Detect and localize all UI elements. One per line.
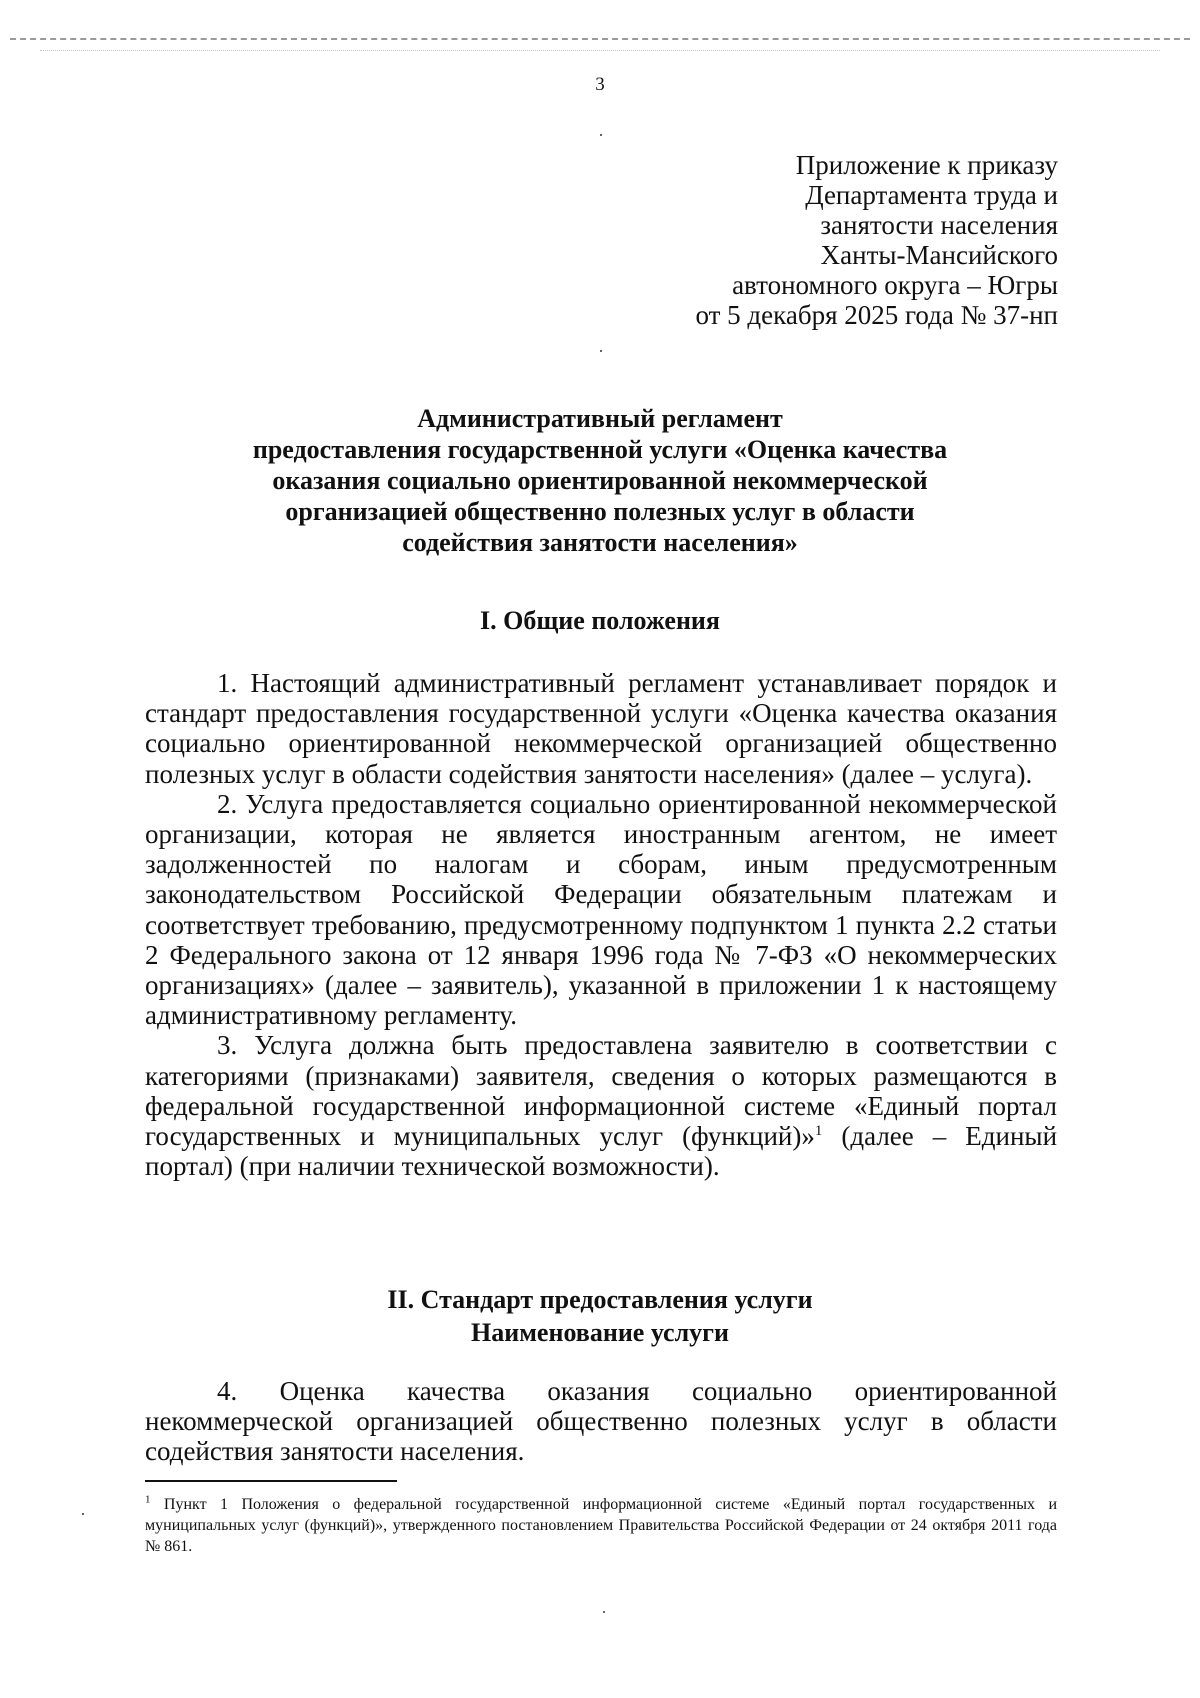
scan-speck xyxy=(600,134,602,136)
section-title: I. Общие положения xyxy=(480,606,720,635)
section-heading-2 xyxy=(145,1283,1055,1349)
section-1-body xyxy=(145,668,1057,1181)
appendix-line: Ханты-Мансийского xyxy=(820,240,1058,270)
paragraph-4 xyxy=(145,1376,1057,1467)
paragraph-text: (далее – Единый портал) (при наличии технической возможности). xyxy=(145,1121,1058,1182)
title-line: предоставления государственной услуги «Оценка качества xyxy=(252,435,948,464)
section-2-body xyxy=(145,1376,1057,1467)
paragraph-text: 3. Услуга должна быть предоставлена заявителю в соответствии с категориями (признаками) заявителя, сведения о которых размещаются в федеральной государственной информационной системе «Единый портал государственных и муниципальных услуг (функций)» xyxy=(145,1030,1057,1152)
appendix-line: Департамента труда и xyxy=(805,180,1058,210)
footnote-separator xyxy=(145,1480,397,1482)
paragraph-text: 2. Услуга предоставляется социально ориентированной некоммерческой организации, которая не является иностранным агентом, не имеет задолженностей по налогам и сборам, иным предусмотренным законодательством Российской Федерации обязательным платежам и соответствует требованию, предусмотренному подпунктом 1 пункта 2.2 статьи 2 Федерального закона от 12 января 1996 года № 7-ФЗ «О некоммерческих организациях» (далее – заявитель), указанной в приложении 1 к настоящему административному регламенту. xyxy=(145,788,1057,1031)
section-title: II. Стандарт предоставления услуги xyxy=(387,1285,813,1314)
footnote-reference[interactable]: 1 xyxy=(814,1123,823,1140)
appendix-line: от 5 декабря 2025 года № 37-нп xyxy=(695,300,1058,330)
title-line: оказания социально ориентированной некоммерческой xyxy=(272,466,928,495)
appendix-line: автономного округа – Югры xyxy=(732,270,1058,300)
paragraph-text: 1. Настоящий административный регламент устанавливает порядок и стандарт предоставления государственной услуги «Оценка качества оказания социально ориентированной некоммерческой организацией общественно полезных услуг в области содействия занятости населения» (далее – услуга). xyxy=(145,668,1057,789)
footnote xyxy=(145,1494,1057,1557)
section-subtitle: Наименование услуги xyxy=(471,1318,729,1347)
paragraph-text: 4. Оценка качества оказания социально ориентированной некоммерческой организацией общественно полезных услуг в области содействия занятости населения. xyxy=(145,1376,1057,1467)
scan-edge-artifact xyxy=(10,38,1190,40)
scan-edge-artifact-faint xyxy=(40,50,1160,51)
appendix-line: занятости населения xyxy=(820,210,1058,240)
paragraph-3 xyxy=(145,1030,1057,1181)
appendix-reference xyxy=(538,150,1058,330)
paragraph-1 xyxy=(145,668,1057,789)
footnote-mark: 1 xyxy=(145,1493,151,1506)
scan-speck xyxy=(603,1611,605,1613)
scan-speck xyxy=(600,350,602,352)
title-line: Административный регламент xyxy=(417,404,783,433)
title-line: организацией общественно полезных услуг в области xyxy=(285,497,915,526)
footnote-text: Пункт 1 Положения о федеральной государственной информационной системе «Единый портал государственных и муниципальных услуг (функций)», утвержденного постановлением Правительства Российской Федерации от 24 октября 2011 года № 861. xyxy=(145,1496,1057,1555)
section-heading-1 xyxy=(145,604,1055,637)
document-title xyxy=(145,403,1055,558)
appendix-line: Приложение к приказу xyxy=(795,150,1058,180)
page-number: 3 xyxy=(595,74,605,95)
title-line: содействия занятости населения» xyxy=(402,528,798,557)
paragraph-2 xyxy=(145,789,1057,1031)
scan-speck xyxy=(82,1513,84,1515)
